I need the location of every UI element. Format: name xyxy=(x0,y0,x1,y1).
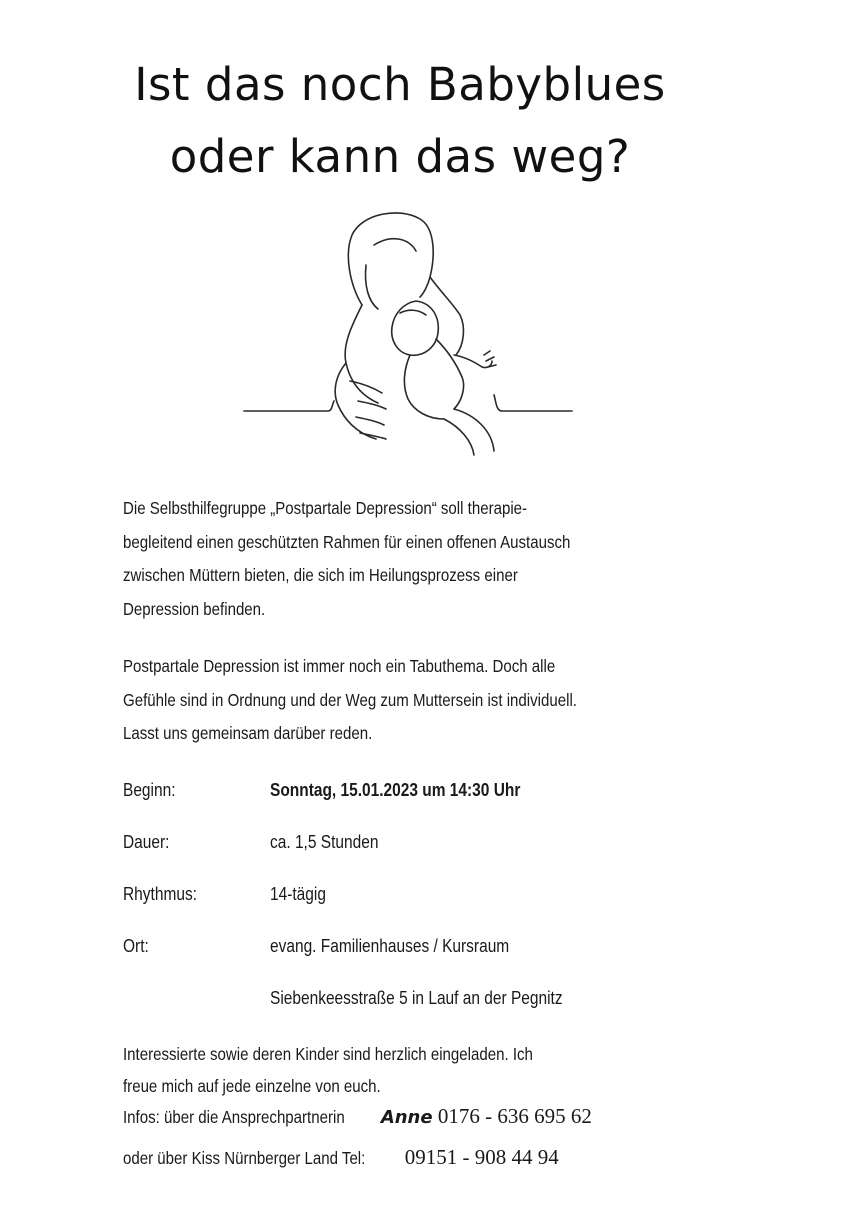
rhythmus-value: 14-tägig xyxy=(270,884,326,904)
contact-person-name: Anne xyxy=(380,1107,433,1128)
intro-paragraph-1-line: begleitend einen geschützten Rahmen für einen offenen Austausch xyxy=(123,531,571,552)
ort-value-line-2: Siebenkeesstraße 5 in Lauf an der Pegnitz xyxy=(270,988,563,1008)
title-line-2: oder kann das weg? xyxy=(169,130,631,183)
contact-phone: 0176 - 636 695 62 xyxy=(432,1104,592,1128)
dauer-label: Dauer: xyxy=(123,832,170,852)
beginn-label: Beginn: xyxy=(123,780,176,800)
closing-line-2: freue mich auf jede einzelne von euch. xyxy=(123,1076,381,1096)
kiss-phone: 09151 - 908 44 94 xyxy=(404,1145,559,1169)
intro-paragraph-2 xyxy=(123,650,577,751)
beginn-value: Sonntag, 15.01.2023 um 14:30 Uhr xyxy=(270,780,521,800)
ort-label: Ort: xyxy=(123,936,149,956)
intro-paragraph-1 xyxy=(123,492,570,626)
intro-paragraph-1-line: zwischen Müttern bieten, die sich im Heilungsprozess einer xyxy=(123,565,518,585)
closing-paragraph xyxy=(123,1038,533,1102)
title-line-1: Ist das noch Babyblues xyxy=(134,58,666,111)
dauer-value: ca. 1,5 Stunden xyxy=(270,832,379,852)
contact-info-line xyxy=(123,1104,592,1129)
contact-info-prefix: Infos: über die Ansprechpartnerin xyxy=(123,1107,345,1127)
closing-line-1: Interessierte sowie deren Kinder sind herzlich eingeladen. Ich xyxy=(123,1044,533,1064)
intro-paragraph-2-line: Postpartale Depression ist immer noch ein Tabuthema. Doch alle xyxy=(123,656,556,676)
intro-paragraph-2-line: Gefühle sind in Ordnung und der Weg zum Muttersein ist individuell. xyxy=(123,689,577,710)
ort-value-line-1: evang. Familienhauses / Kursraum xyxy=(270,936,510,956)
kiss-contact-prefix: oder über Kiss Nürnberger Land Tel: xyxy=(123,1148,366,1168)
intro-paragraph-1-line: Depression befinden. xyxy=(123,598,266,619)
intro-paragraph-2-line: Lasst uns gemeinsam darüber reden. xyxy=(123,723,373,743)
rhythmus-label: Rhythmus: xyxy=(123,884,197,904)
mother-and-baby-line-drawing-icon xyxy=(240,205,580,460)
intro-paragraph-1-line: Die Selbsthilfegruppe „Postpartale Depression“ soll therapie- xyxy=(123,498,528,518)
kiss-contact-line xyxy=(123,1145,559,1170)
